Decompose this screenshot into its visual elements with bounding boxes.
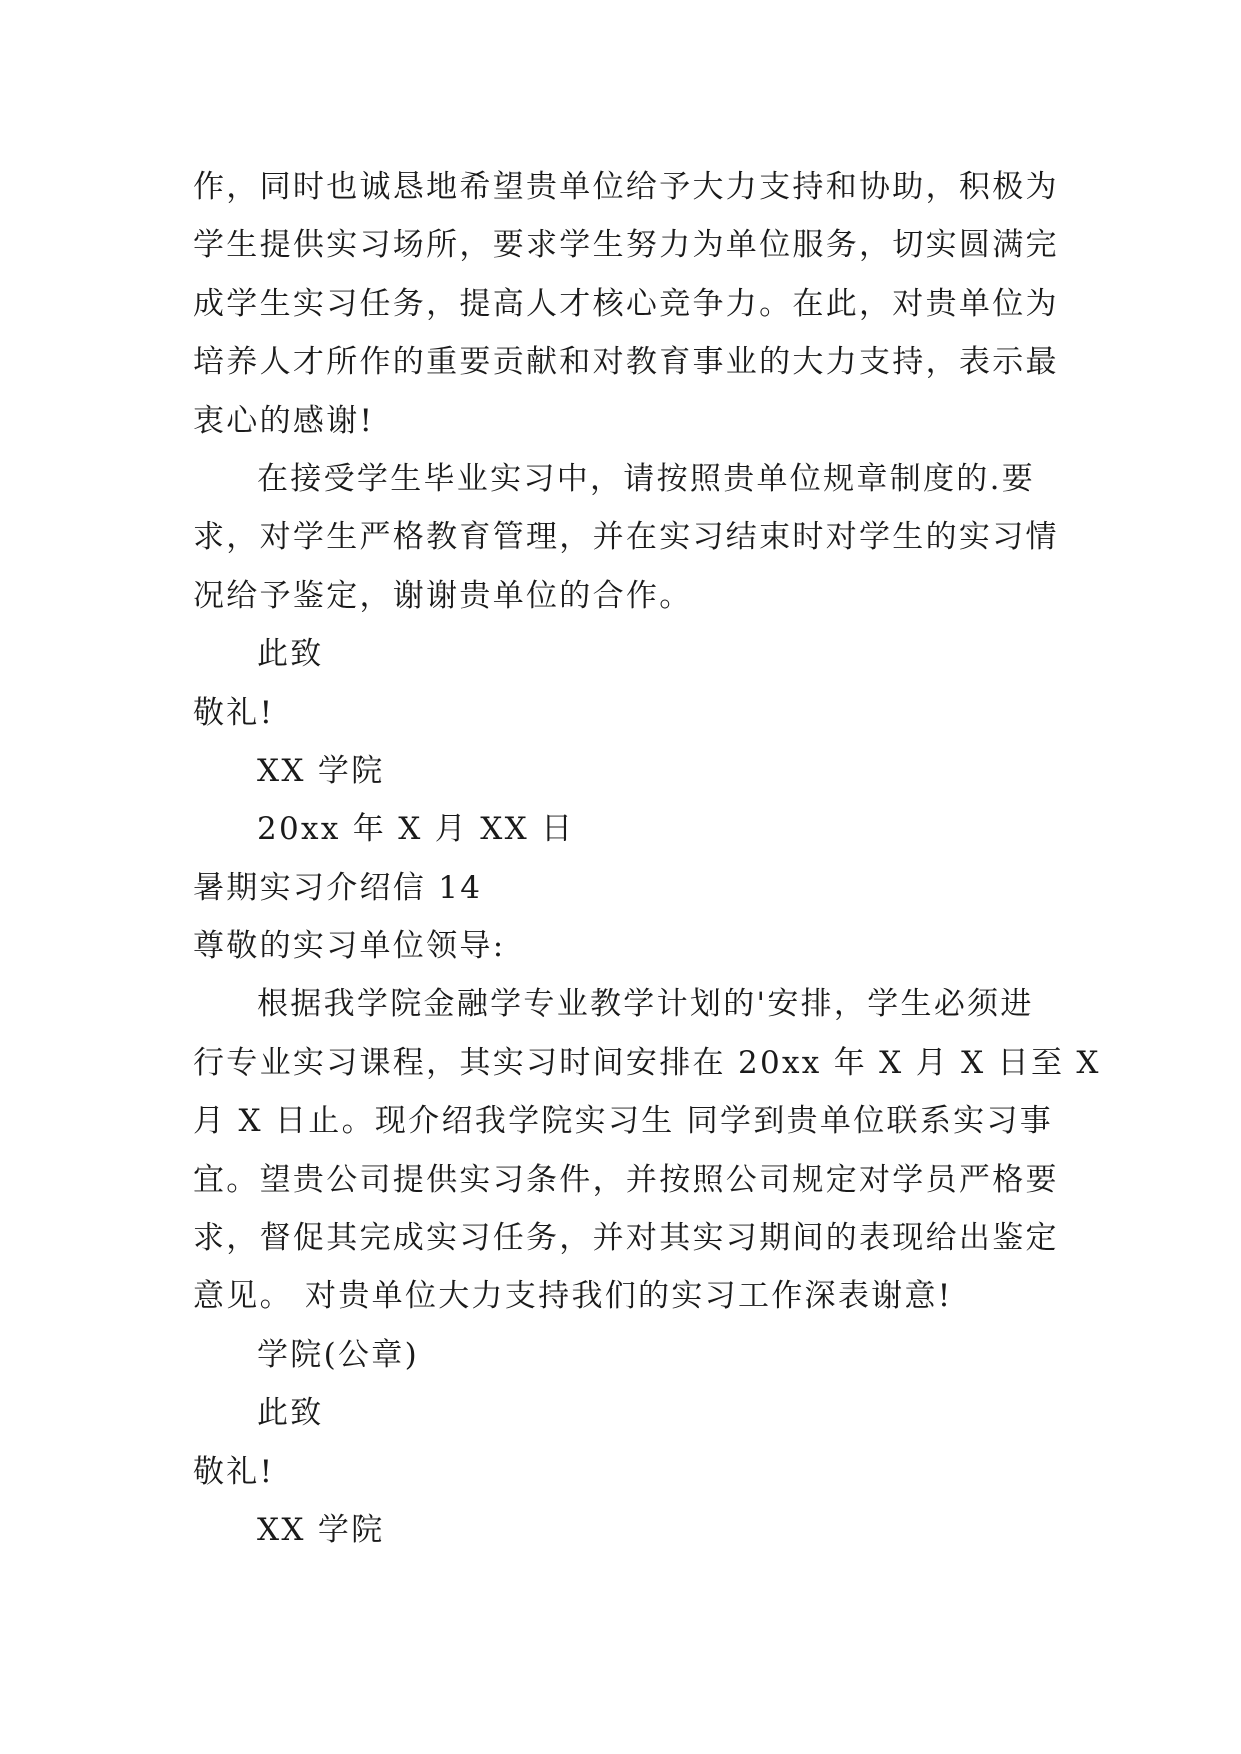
signature-date: 20xx 年 X 月 XX 日	[257, 811, 575, 848]
paragraph-line: 月 X 日止。现介绍我学院实习生 同学到贵单位联系实习事	[193, 1103, 1054, 1140]
closing-regards: 敬礼!	[193, 1453, 275, 1490]
letter-greeting: 尊敬的实习单位领导:	[193, 928, 506, 965]
signature-institution: XX 学院	[257, 1511, 385, 1548]
section-title: 暑期实习介绍信 14	[193, 869, 483, 906]
paragraph-line: 培养人才所作的重要贡献和对教育事业的大力支持，表示最	[193, 344, 1059, 381]
paragraph-line: 行专业实习课程，其实习时间安排在 20xx 年 X 月 X 日至 X	[193, 1044, 1101, 1081]
closing-salutation: 此致	[257, 636, 324, 673]
paragraph-line: 在接受学生毕业实习中，请按照贵单位规章制度的.要	[257, 460, 1036, 497]
paragraph-line: 求，督促其完成实习任务，并对其实习期间的表现给出鉴定	[193, 1220, 1059, 1257]
paragraph-line: 求，对学生严格教育管理，并在实习结束时对学生的实习情	[193, 519, 1059, 556]
document-body	[193, 158, 1101, 1559]
paragraph-line: 成学生实习任务，提高人才核心竞争力。在此，对贵单位为	[193, 285, 1059, 322]
paragraph-line: 宜。望贵公司提供实习条件，并按照公司规定对学员严格要	[193, 1161, 1059, 1198]
closing-salutation: 此致	[257, 1395, 324, 1432]
closing-regards: 敬礼!	[193, 694, 275, 731]
paragraph-line: 根据我学院金融学专业教学计划的'安排，学生必须进	[257, 986, 1034, 1023]
paragraph-line: 况给予鉴定，谢谢贵单位的合作。	[193, 577, 693, 614]
paragraph-line: 作，同时也诚恳地希望贵单位给予大力支持和协助，积极为	[193, 169, 1059, 205]
signature-institution: XX 学院	[257, 752, 385, 789]
paragraph-line: 意见。 对贵单位大力支持我们的实习工作深表谢意!	[193, 1278, 953, 1315]
paragraph-line: 学生提供实习场所，要求学生努力为单位服务，切实圆满完	[193, 227, 1059, 264]
paragraph-line: 衷心的感谢!	[193, 402, 375, 439]
official-seal-line: 学院(公章)	[257, 1336, 419, 1373]
